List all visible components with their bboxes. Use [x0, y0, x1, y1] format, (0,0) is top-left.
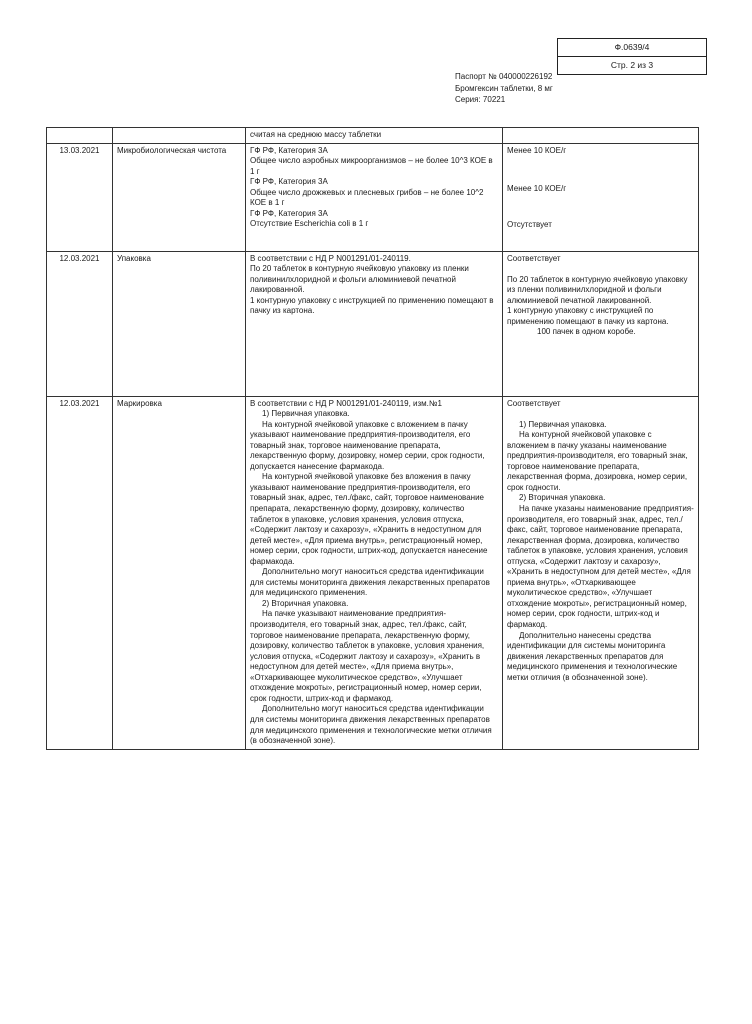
form-code-box [557, 38, 707, 75]
date-cell: 13.03.2021 [47, 143, 113, 251]
date-cell [47, 128, 113, 144]
table-row [47, 251, 699, 396]
requirement-cell [246, 396, 503, 749]
table-row [47, 143, 699, 251]
requirement-line: В соответствии с НД Р N001291/01-240119, изм.№1 [250, 398, 442, 408]
result-text: 100 пачек в одном коробе. [537, 327, 636, 337]
requirement-line: По 20 таблеток в контурную ячейковую упаковку из пленки поливинилхлоридной и фольги алюминиевой печатной лакированной. [250, 264, 469, 295]
result-line: По 20 таблеток в контурную ячейковую упаковку из пленки поливинилхлоридной и фольги алюминиевой печатной лакированной. [507, 274, 688, 305]
analysis-table [46, 127, 699, 750]
requirement-line: ГФ РФ, Категория 3А [250, 145, 328, 155]
requirement-line: Общее число аэробных микроорганизмов – не более 10^3 КОЕ в 1 г [250, 156, 493, 176]
requirement-cell [246, 251, 503, 396]
result-line: Соответствует [507, 253, 561, 263]
passport-number: Паспорт № 040000226192 [455, 72, 553, 81]
result-text: 1 контурную упаковку с инструкцией по применению помещают в пачку из картона. [507, 306, 669, 326]
result-cell [503, 396, 699, 749]
requirement-line: На контурной ячейковой упаковке без вложения в пачку указывают наименование предприятия-производителя, его товарный знак, адрес, тел./факс, сайт, торговое наименование препарата, лекарственную форму, дозировку, количество таблеток в упаковке, условия хранения, условия отпуска, «Содержит лактозу и сахарозу», «Хранить в недоступном для детей месте», «Для приема внутрь», регистрационный номер, номер серии, срок годности, штрих-код, допускается нанесение фармакода. [250, 472, 488, 566]
product-name: Бромгексин таблетки, 8 мг [455, 83, 553, 93]
result-line: Соответствует [507, 398, 561, 408]
requirement-line: Дополнительно могут наноситься средства идентификации для системы мониторинга движения лекарственных препаратов для медицинского применения и технологические метки отличия (в обозначенной зоне). [250, 704, 492, 746]
result-line: 1) Первичная упаковка. [519, 419, 607, 429]
test-cell: Маркировка [113, 396, 246, 749]
page-number: Стр. 2 из 3 [558, 56, 706, 74]
result-line: Отсутствует [507, 219, 552, 229]
table-row [47, 396, 699, 749]
requirement-line: Общее число дрожжевых и плесневых грибов – не более 10^2 КОЕ в 1 г [250, 187, 484, 208]
requirement-line: Дополнительно могут наноситься средства идентификации для системы мониторинга движения лекарственных препаратов для медицинского применения. [250, 567, 490, 598]
test-cell: Микробиологическая чистота [113, 143, 246, 251]
test-cell: Упаковка [113, 251, 246, 396]
result-cell [503, 251, 699, 396]
result-line: Менее 10 КОЕ/г [507, 184, 567, 194]
date-cell: 12.03.2021 [47, 251, 113, 396]
test-cell [113, 128, 246, 144]
requirement-line: 1 контурную упаковку с инструкцией по применению помещают в пачку из картона. [250, 295, 494, 316]
requirement-line: На пачке указывают наименование предприятия-производителя, его товарный знак, адрес, тел./факс, сайт, торговое наименование препарата, лекарственную форму, дозировку, количество таблеток в упаковке, условия хранения, условия отпуска, «Содержит лактозу и сахарозу», «Хранить в недоступном для детей месте», «Для приема внутрь», «Отхаркивающее муколитическое средство», «Улучшает отхождение мокроты», регистрационный номер, номер серии, срок годности, штрих-код и фармакод. [250, 609, 485, 703]
result-cell [503, 128, 699, 144]
series-number: Серия: 70221 [455, 95, 506, 104]
requirement-line: 1) Первичная упаковка. [262, 409, 350, 419]
result-line: На контурной ячейковой упаковке с вложением в пачку указаны наименование предприятия-производителя, его товарный знак, торговое наименование препарата, лекарственная форма, дозировка, номер серии, срок годности. [507, 430, 688, 492]
result-line [507, 306, 694, 338]
requirement-line: Отсутствие Escherichia coli в 1 г [250, 219, 369, 229]
result-line: Дополнительно нанесены средства идентификации для системы мониторинга движения лекарственных препаратов для медицинского применения и технологические метки отличия (в обозначенной зоне). [507, 630, 678, 682]
requirement-cell [246, 128, 503, 144]
form-code: Ф.0639/4 [614, 42, 650, 52]
requirement-cell [246, 143, 503, 251]
requirement-line: 2) Вторичная упаковка. [262, 598, 349, 608]
requirement-line: На контурной ячейковой упаковке с вложением в пачку указывают наименование предприятия-производителя, его товарный знак, торговое наименование препарата, лекарственную форму, дозировку, номер серии, срок годности, допускается нанесение фармакода. [250, 419, 485, 471]
requirement-line: В соответствии с НД Р N001291/01-240119. [250, 253, 411, 263]
result-line: На пачке указаны наименование предприятия-производителя, его товарный знак, адрес, тел./факс, сайт, торговое наименование препарата, лекарственная форма, дозировка, количество таблеток в упаковке, условия хранения, условия отпуска, «Содержит лактозу и сахарозу», «Хранить в недоступном для детей месте», «Для приема внутрь», «Отхаркивающее муколитическое средство», «Улучшает отхождение мокроты», регистрационный номер, номер серии, срок годности, штрих-код и фармакод. [507, 504, 694, 630]
passport-block [455, 71, 553, 106]
result-cell [503, 143, 699, 251]
result-line: Менее 10 КОЕ/г [507, 145, 567, 155]
result-line: 2) Вторичная упаковка. [519, 493, 606, 503]
requirement-line: ГФ РФ, Категория 3А [250, 177, 328, 187]
table-row [47, 128, 699, 144]
date-cell: 12.03.2021 [47, 396, 113, 749]
requirement-line: считая на среднюю массу таблетки [250, 130, 382, 139]
requirement-line: ГФ РФ, Категория 3А [250, 208, 328, 218]
